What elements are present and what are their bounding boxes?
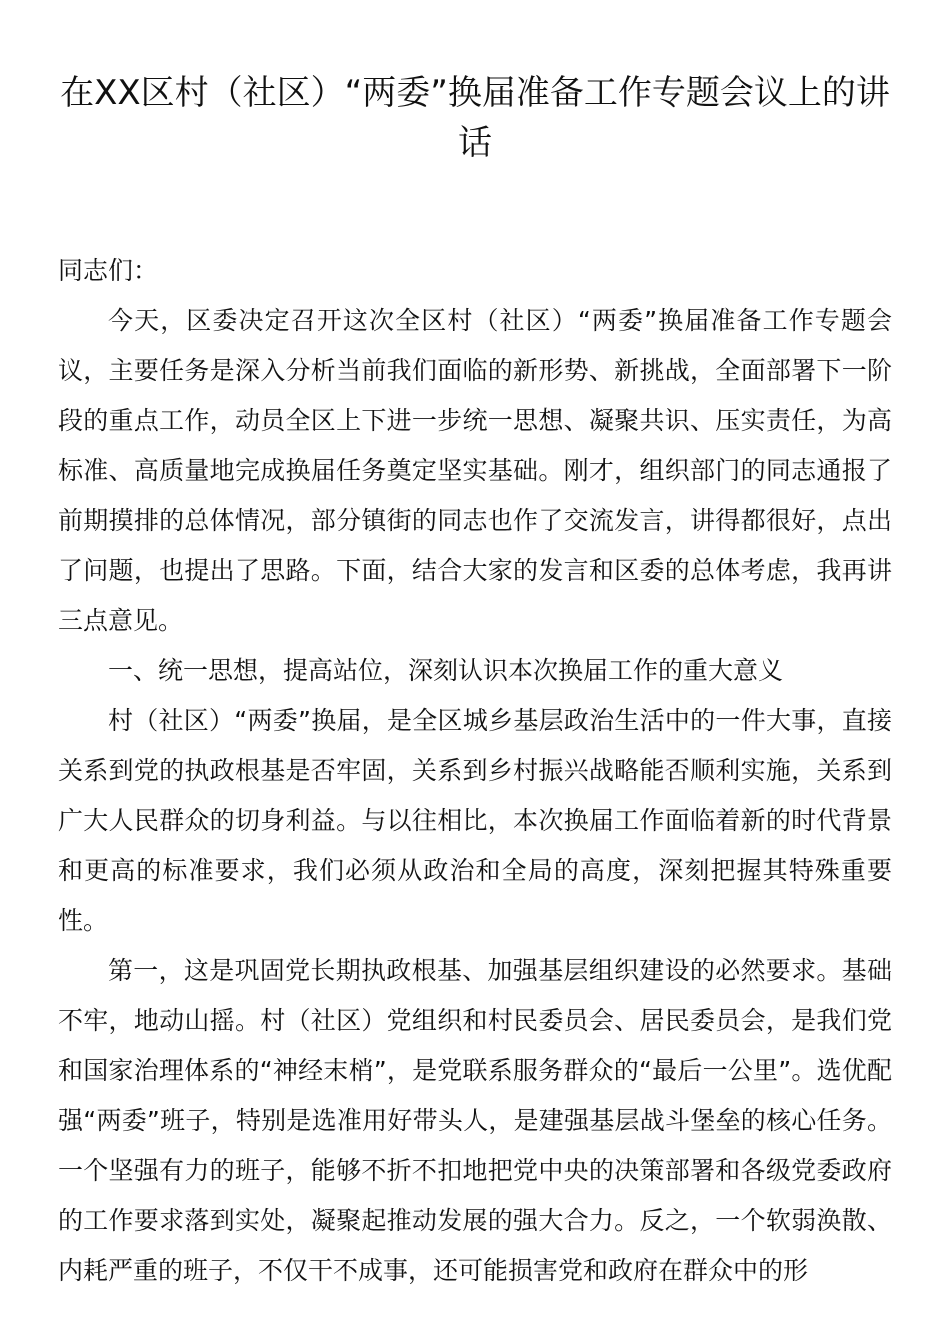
section-1-paragraph-1: 村（社区）“两委”换届，是全区城乡基层政治生活中的一件大事，直接关系到党的执政根基是否牢固，关系到乡村振兴战略能否顺利实施，关系到广大人民群众的切身利益。与以往相比，本次换届工作面临着新的时代背景和更高的标准要求，我们必须从政治和全局的高度，深刻把握其特殊重要性。 bbox=[58, 706, 892, 935]
document-body bbox=[58, 246, 892, 1296]
section-1-paragraph-2: 第一，这是巩固党长期执政根基、加强基层组织建设的必然要求。基础不牢，地动山摇。村（社区）党组织和村民委员会、居民委员会，是我们党和国家治理体系的“神经末梢”，是党联系服务群众的“最后一公里”。选优配强“两委”班子，特别是选准用好带头人，是建强基层战斗堡垒的核心任务。一个坚强有力的班子，能够不折不扣地把党中央的决策部署和各级党委政府的工作要求落到实处，凝聚起推动发展的强大合力。反之，一个软弱涣散、内耗严重的班子，不仅干不成事，还可能损害党和政府在群众中的形 bbox=[58, 956, 892, 1285]
document-title: 在XX区村（社区）“两委”换届准备工作专题会议上的讲话 bbox=[60, 73, 890, 163]
section-heading-1: 一、统一思想，提高站位，深刻认识本次换届工作的重大意义 bbox=[108, 656, 784, 685]
salutation: 同志们： bbox=[58, 256, 159, 285]
paragraph-intro: 今天，区委决定召开这次全区村（社区）“两委”换届准备工作专题会议，主要任务是深入分析当前我们面临的新形势、新挑战，全面部署下一阶段的重点工作，动员全区上下进一步统一思想、凝聚共识、压实责任，为高标准、高质量地完成换届任务奠定坚实基础。刚才，组织部门的同志通报了前期摸排的总体情况，部分镇街的同志也作了交流发言，讲得都很好，点出了问题，也提出了思路。下面，结合大家的发言和区委的总体考虑，我再讲三点意见。 bbox=[58, 306, 892, 635]
